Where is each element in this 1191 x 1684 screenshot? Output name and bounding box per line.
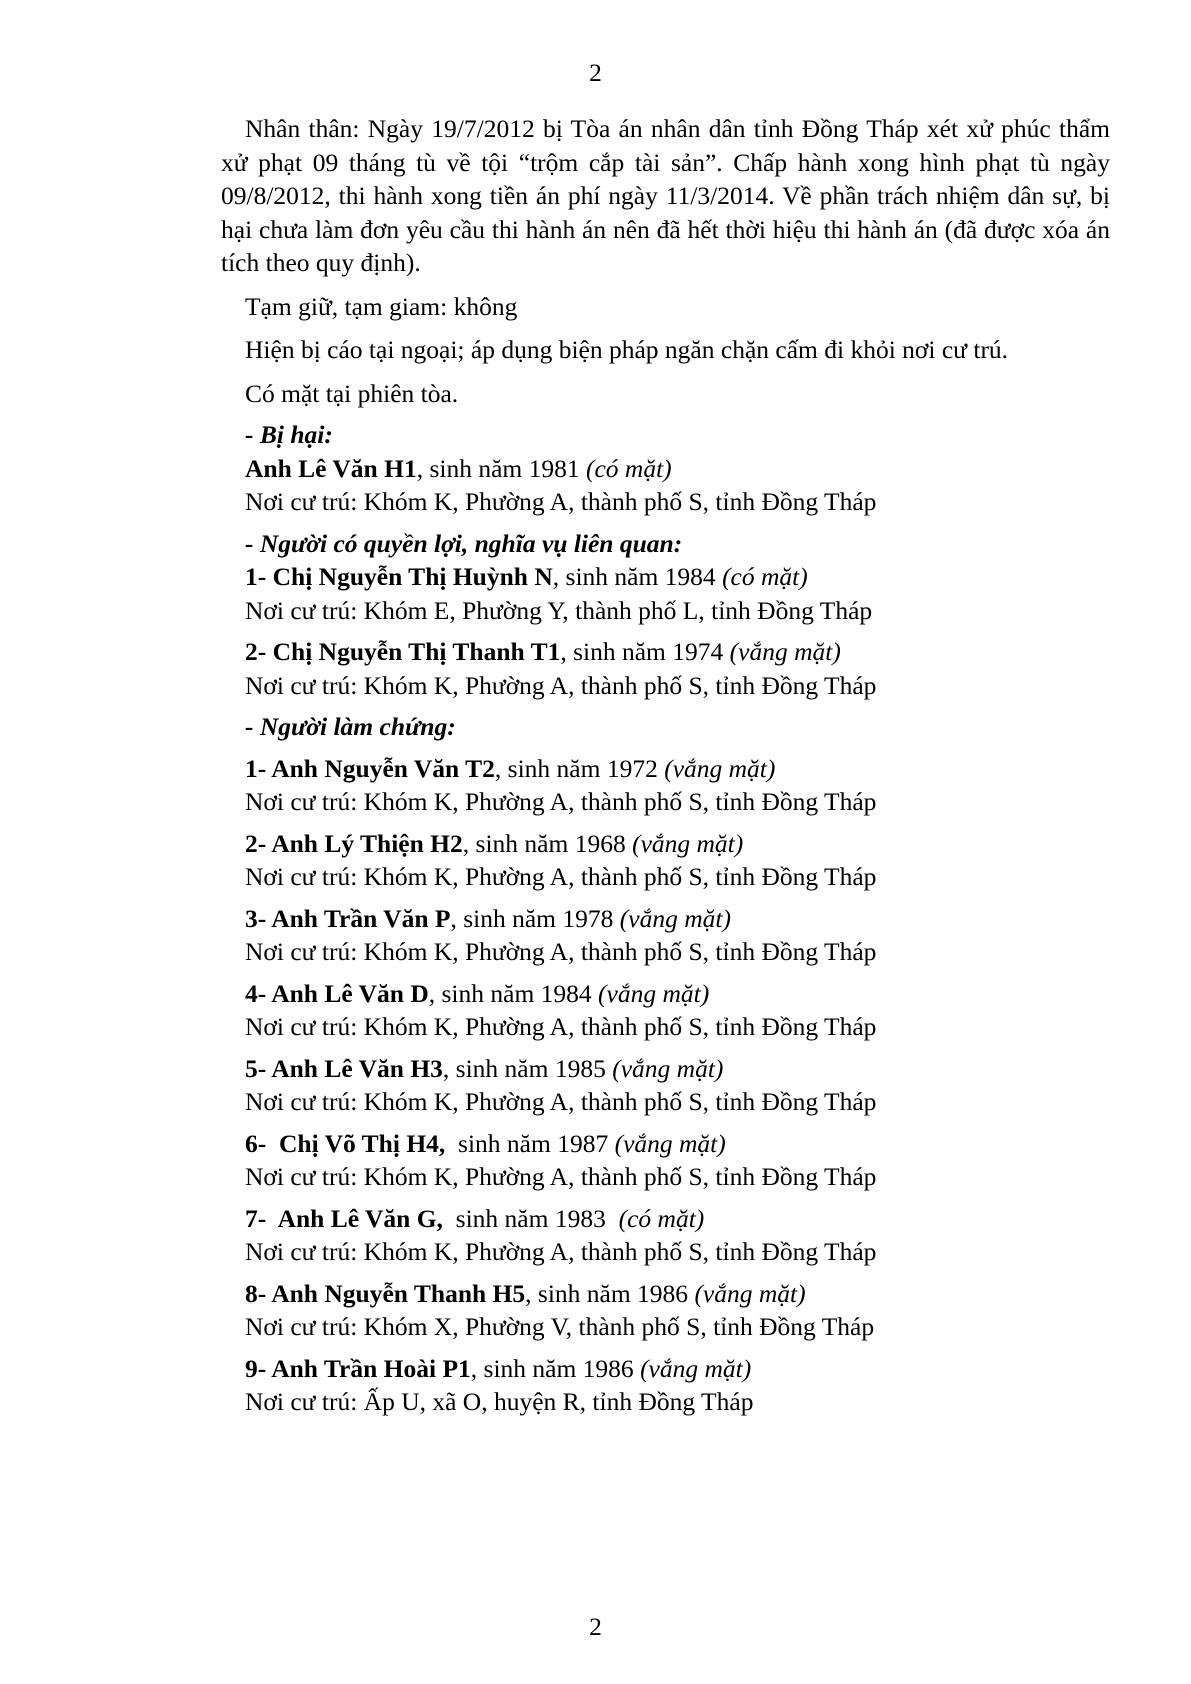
victim-section (245, 418, 1110, 519)
witness-status: (vắng mặt) (612, 1053, 724, 1083)
witness-name: 1- Anh Nguyễn Văn T2 (245, 753, 495, 783)
witness-address: Nơi cư trú: Khóm K, Phường A, thành phố S, tỉnh Đồng Tháp (245, 937, 877, 966)
related-entry (245, 635, 1110, 669)
criminal-record-text: Nhân thân: Ngày 19/7/2012 bị Tòa án nhân dân tỉnh Đồng Tháp xét xử phúc thẩm xử phạt 09 tháng tù về tội “trộm cắp tài sản”. Chấp hành xong hình phạt tù ngày 09/8/2012, thi hành xong tiền án phí ngày 11/3/2014. Về phần trách nhiệm dân sự, bị hại chưa làm đơn yêu cầu thi hành án nên đã hết thời hiệu thi hành án (đã được xóa án tích theo quy định). (221, 114, 1110, 277)
witness-birth: sinh năm 1983 (442, 1203, 619, 1233)
victim-entry (245, 452, 1110, 486)
witness-name: 8- Anh Nguyễn Thanh H5 (245, 1278, 526, 1308)
related-section (245, 527, 1110, 703)
witness-status: (vắng mặt) (664, 753, 776, 783)
related-address: Nơi cư trú: Khóm K, Phường A, thành phố S, tỉnh Đồng Tháp (245, 670, 877, 700)
document-body (221, 112, 1110, 1419)
witness-entry (245, 827, 1110, 861)
related-birth: , sinh năm 1974 (560, 637, 730, 666)
related-heading: - Người có quyền lợi, nghĩa vụ liên quan: (245, 528, 683, 558)
related-name: 1- Chị Nguyễn Thị Huỳnh N (245, 562, 553, 591)
related-status: (vắng mặt) (729, 637, 841, 666)
witness-entry (245, 1052, 1110, 1086)
criminal-record-paragraph (221, 112, 1110, 280)
related-birth: , sinh năm 1984 (552, 562, 723, 591)
related-address: Nơi cư trú: Khóm E, Phường Y, thành phố L, tỉnh Đồng Tháp (245, 595, 873, 625)
witness-birth: , sinh năm 1968 (462, 828, 633, 858)
witnesses-heading: - Người làm chứng: (245, 712, 456, 741)
witness-entry (245, 1202, 1110, 1236)
victim-status: (có mặt) (586, 453, 672, 483)
witness-name: 7- Anh Lê Văn G, (245, 1203, 443, 1233)
witness-name: 5- Anh Lê Văn H3 (245, 1053, 443, 1083)
witnesses-section (245, 710, 1110, 1419)
related-entry (245, 560, 1110, 594)
witness-status: (vắng mặt) (694, 1278, 806, 1308)
witness-address: Nơi cư trú: Khóm K, Phường A, thành phố S, tỉnh Đồng Tháp (245, 1012, 877, 1041)
witness-address: Nơi cư trú: Khóm K, Phường A, thành phố S, tỉnh Đồng Tháp (245, 1237, 877, 1266)
witness-name: 2- Anh Lý Thiện H2 (245, 828, 463, 858)
page-number-top: 2 (589, 58, 602, 87)
witness-status: (vắng mặt) (598, 978, 710, 1008)
witness-name: 3- Anh Trần Văn P (245, 903, 451, 933)
witness-birth: , sinh năm 1986 (525, 1278, 695, 1308)
witness-birth: , sinh năm 1986 (470, 1353, 641, 1383)
witness-birth: , sinh năm 1972 (494, 753, 665, 783)
witness-address: Nơi cư trú: Ấp U, xã O, huyện R, tỉnh Đồng Tháp (245, 1387, 754, 1416)
witness-address: Nơi cư trú: Khóm X, Phường V, thành phố S, tỉnh Đồng Tháp (245, 1312, 875, 1341)
presence-line: Có mặt tại phiên tòa. (245, 378, 459, 408)
witness-address: Nơi cư trú: Khóm K, Phường A, thành phố S, tỉnh Đồng Tháp (245, 1087, 877, 1116)
victim-heading: - Bị hại: (245, 420, 333, 449)
witness-status: (có mặt) (618, 1203, 705, 1233)
witness-entry (245, 1277, 1110, 1311)
witness-name: 4- Anh Lê Văn D (245, 978, 429, 1008)
witness-birth: , sinh năm 1985 (442, 1053, 613, 1083)
witness-birth: , sinh năm 1978 (450, 903, 620, 933)
witness-status: (vắng mặt) (619, 903, 731, 933)
witness-status: (vắng mặt) (632, 828, 744, 858)
witness-entry (245, 1127, 1110, 1161)
witness-entry (245, 752, 1110, 786)
victim-address: Nơi cư trú: Khóm K, Phường A, thành phố S, tỉnh Đồng Tháp (245, 487, 877, 516)
witness-name: 6- Chị Võ Thị H4, (245, 1128, 446, 1158)
related-name: 2- Chị Nguyễn Thị Thanh T1 (245, 637, 561, 666)
detention-line: Tạm giữ, tạm giam: không (245, 291, 518, 321)
witness-entry (245, 977, 1110, 1011)
witness-status: (vắng mặt) (614, 1128, 726, 1158)
witness-address: Nơi cư trú: Khóm K, Phường A, thành phố S, tỉnh Đồng Tháp (245, 862, 877, 891)
witness-entry (245, 1352, 1110, 1386)
witness-name: 9- Anh Trần Hoài P1 (245, 1353, 471, 1383)
witness-birth: sinh năm 1987 (445, 1128, 615, 1158)
witness-address: Nơi cư trú: Khóm K, Phường A, thành phố S, tỉnh Đồng Tháp (245, 1162, 877, 1191)
victim-birth: , sinh năm 1981 (416, 453, 586, 483)
related-status: (có mặt) (722, 562, 808, 591)
measure-line: Hiện bị cáo tại ngoại; áp dụng biện pháp ngăn chặn cấm đi khỏi nơi cư trú. (245, 335, 1009, 364)
witness-entry (245, 902, 1110, 936)
witness-address: Nơi cư trú: Khóm K, Phường A, thành phố S, tỉnh Đồng Tháp (245, 787, 877, 816)
victim-name: Anh Lê Văn H1 (245, 453, 417, 483)
witness-birth: , sinh năm 1984 (428, 978, 599, 1008)
page-number-bottom: 2 (589, 1612, 602, 1641)
witness-status: (vắng mặt) (640, 1353, 752, 1383)
